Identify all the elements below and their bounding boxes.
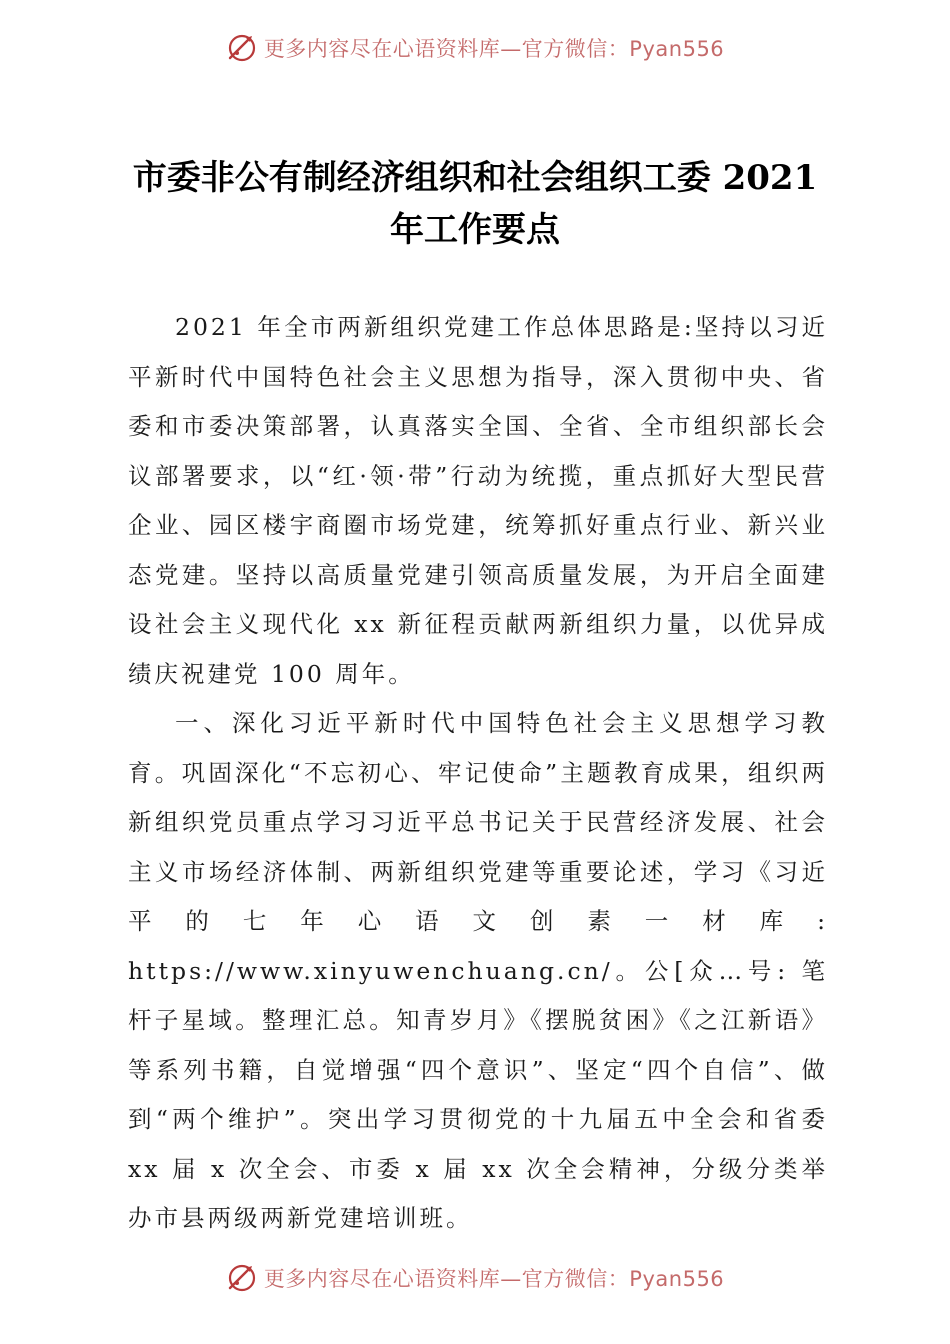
title-line-2: 年工作要点 [390,210,560,250]
paragraph-section-1: 一、深化习近平新时代中国特色社会主义思想学习教育。巩固深化“不忘初心、牢记使命”主题教育成果，组织两新组织党员重点学习习近平总书记关于民营经济发展、社会主义市场经济体制、两新组织党建等重要论述，学习《习近平的七年心语文创素一材库: https://www.xinyuwenchuang.cn/。公[众…号: 笔杆子星域。整理汇总。知青岁月》《摆脱贫困》《之江新语》等系列书籍，自觉增强“四个意识”、坚定“四个自信”、做到“两个维护”。突出学习贯彻党的十九届五中全会和省委 xx 届 x 次全会、市委 x 届 xx 次全会精神，分级分类举办市县两级两新党建培训班。 [128,709,828,1232]
pen-logo-icon [226,1262,258,1294]
document-title [100,152,850,256]
header-watermark-banner [0,28,950,68]
document-body [128,303,828,1244]
watermark-text: 更多内容尽在心语资料库—官方微信：Pyan556 [263,37,725,61]
paragraph-overview: 2021 年全市两新组织党建工作总体思路是:坚持以习近平新时代中国特色社会主义思想为指导，深入贯彻中央、省委和市委决策部署，认真落实全国、全省、全市组织部长会议部署要求，以“红·领·带”行动为统揽，重点抓好大型民营企业、园区楼宇商圈市场党建，统筹抓好重点行业、新兴业态党建。坚持以高质量党建引领高质量发展，为开启全面建设社会主义现代化 xx 新征程贡献两新组织力量，以优异成绩庆祝建党 100 周年。 [128,313,828,688]
title-line-1: 市委非公有制经济组织和社会组织工委 2021 [132,158,818,198]
watermark-text: 更多内容尽在心语资料库—官方微信：Pyan556 [263,1267,725,1291]
pen-logo-icon [226,32,258,64]
footer-watermark-banner [0,1258,950,1298]
